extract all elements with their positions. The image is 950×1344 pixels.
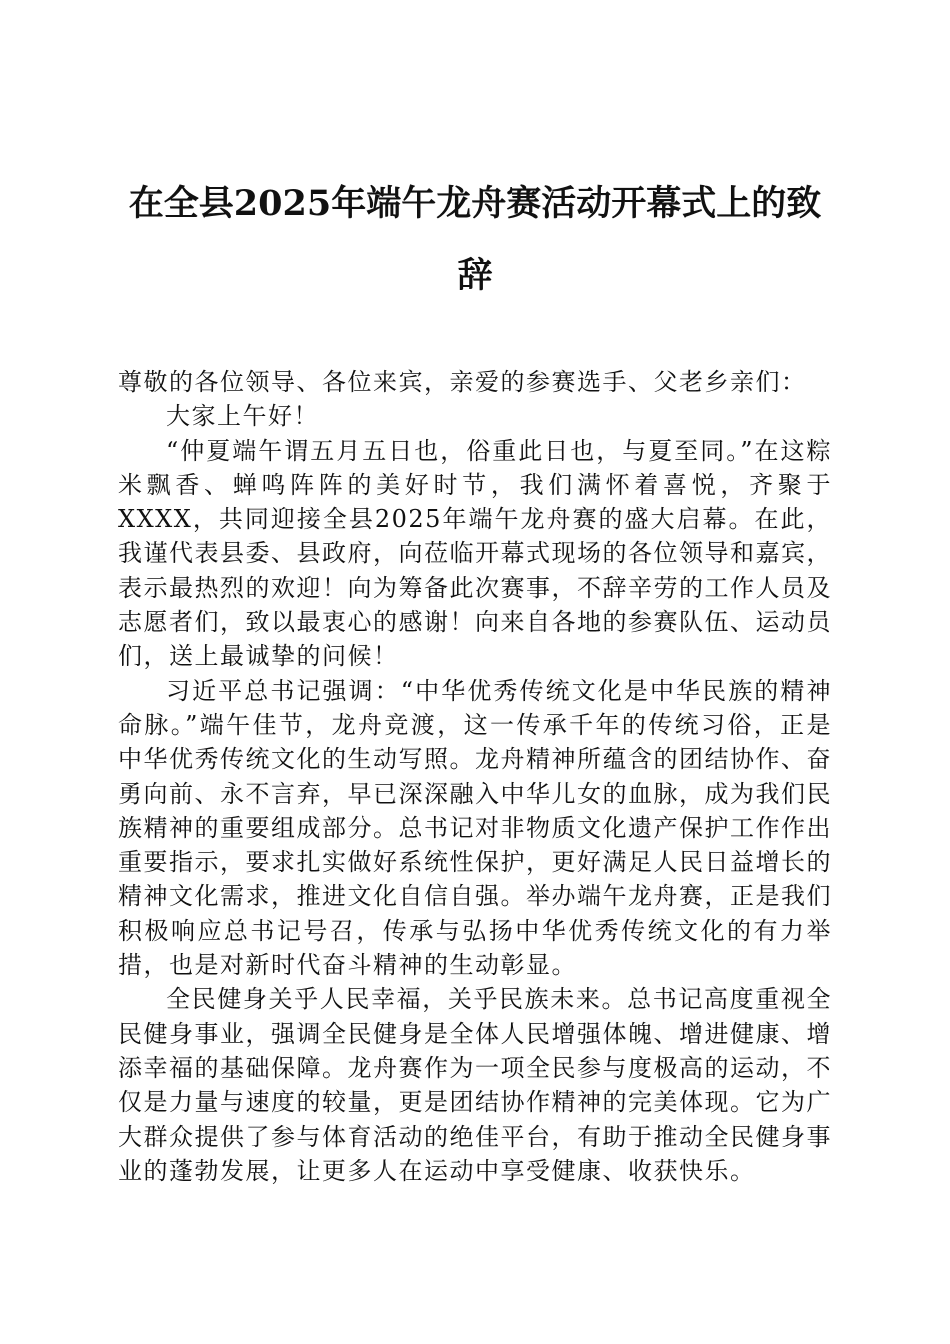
salutation: 尊敬的各位领导、各位来宾，亲爱的参赛选手、父老乡亲们： <box>118 368 807 396</box>
greeting: 大家上午好！ <box>166 402 319 431</box>
paragraph: “仲夏端午谓五月五日也，俗重此日也，与夏至同。”在这粽米飘香、蝉鸣阵阵的美好时节，我们满怀着喜悦，齐聚于XXXX，共同迎接全县2025年端午龙舟赛的盛大启幕。在此，我谨代表县委、县政府，向莅临开幕式现场的各位领导和嘉宾，表示最热烈的欢迎！向为筹备此次赛事，不辞辛劳的工作人员及志愿者们，致以最衷心的感谢！向来自各地的参赛队伍、运动员们，送上最诚挚的问候！ <box>118 436 832 671</box>
document-body <box>118 365 832 1188</box>
document-title: 在全县2025年端午龙舟赛活动开幕式上的致辞 <box>128 183 822 296</box>
paragraph: 习近平总书记强调：“中华优秀传统文化是中华民族的精神命脉。”端午佳节，龙舟竞渡，这一传承千年的传统习俗，正是中华优秀传统文化的生动写照。龙舟精神所蕴含的团结协作、奋勇向前、永不言弃，早已深深融入中华儿女的血脉，成为我们民族精神的重要组成部分。总书记对非物质文化遗产保护工作作出重要指示，要求扎实做好系统性保护，更好满足人民日益增长的精神文化需求，推进文化自信自强。举办端午龙舟赛，正是我们积极响应总书记号召，传承与弘扬中华优秀传统文化的有力举措，也是对新时代奋斗精神的生动彰显。 <box>118 676 832 980</box>
paragraph: 全民健身关乎人民幸福，关乎民族未来。总书记高度重视全民健身事业，强调全民健身是全体人民增强体魄、增进健康、增添幸福的基础保障。龙舟赛作为一项全民参与度极高的运动，不仅是力量与速度的较量，更是团结协作精神的完美体现。它为广大群众提供了参与体育活动的绝佳平台，有助于推动全民健身事业的蓬勃发展，让更多人在运动中享受健康、收获快乐。 <box>118 985 832 1185</box>
